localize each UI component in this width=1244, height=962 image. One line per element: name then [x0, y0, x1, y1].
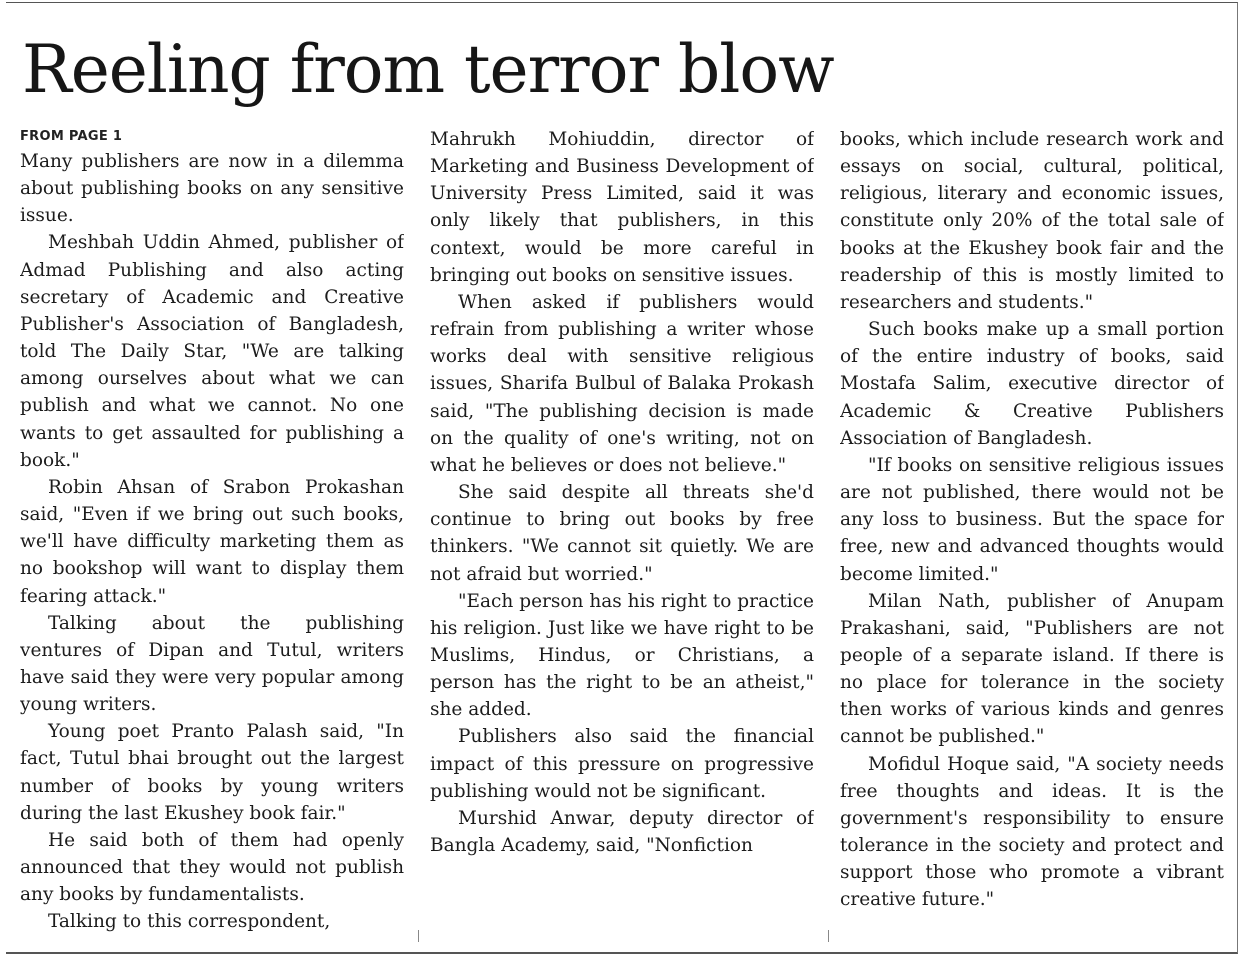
- paragraph: Robin Ahsan of Srabon Prokashan said, "Even if we bring out such books, we'll have difficulty marketing them as no bookshop will want to display them fearing attack.": [20, 476, 404, 607]
- article-column-3: [840, 126, 1224, 944]
- paragraph: Many publishers are now in a dilemma about publishing books on any sensitive issue.: [20, 151, 404, 227]
- continuation-kicker: FROM PAGE 1: [20, 129, 123, 144]
- paragraph: Milan Nath, publisher of Anupam Prakashani, said, "Publishers are not people of a separate island. If there is no place for tolerance in the society then works of various kinds and genres cannot be published.": [840, 590, 1224, 748]
- paragraph: Publishers also said the financial impact of this pressure on progressive publishing would not be significant.: [430, 726, 814, 802]
- paragraph: Murshid Anwar, deputy director of Bangla Academy, said, "Nonfiction: [430, 807, 814, 857]
- paragraph: He said both of them had openly announced that they would not publish any books by fundamentalists.: [20, 829, 404, 906]
- column-rule: [828, 930, 829, 942]
- paragraph: Mofidul Hoque said, "A society needs free thoughts and ideas. It is the government's responsibility to ensure tolerance in the society and protect and support those who promote a vibrant creative future.": [840, 753, 1224, 911]
- paragraph: "If books on sensitive religious issues are not published, there would not be any loss to business. But the space for free, new and advanced thoughts would become limited.": [840, 454, 1224, 585]
- headline: Reeling from terror blow: [22, 31, 834, 108]
- paragraph: Young poet Pranto Palash said, "In fact, Tutul bhai brought out the largest number of books by young writers during the last Ekushey book fair.": [20, 721, 404, 824]
- article-column-2: [430, 126, 814, 944]
- paragraph: books, which include research work and essays on social, cultural, political, religious, literary and economic issues, constitute only 20% of the total sale of books at the Ekushey book fair and the readership of this is mostly limited to researchers and students.": [840, 129, 1224, 313]
- column-rule: [418, 930, 419, 942]
- paragraph: Talking about the publishing ventures of Dipan and Tutul, writers have said they were very popular among young writers.: [20, 612, 404, 716]
- paragraph: Meshbah Uddin Ahmed, publisher of Admad Publishing and also acting secretary of Academic and Creative Publisher's Association of Bangladesh, told The Daily Star, "We are talking among ourselves about what we can publish and what we cannot. No one wants to get assaulted for publishing a book.": [20, 232, 404, 471]
- paragraph: Talking to this correspondent,: [48, 911, 331, 933]
- paragraph: Mahrukh Mohiuddin, director of Marketing and Business Development of University Press Limited, said it was only likely that publishers, in this context, would be more careful in bringing out books on sensitive issues.: [430, 129, 814, 286]
- paragraph: Such books make up a small portion of the entire industry of books, said Mostafa Salim, executive director of Academic & Creative Publishers Association of Bangladesh.: [840, 319, 1224, 449]
- paragraph: She said despite all threats she'd continue to bring out books by free thinkers. "We cannot sit quietly. We are not afraid but worried.": [430, 482, 814, 585]
- paragraph: "Each person has his right to practice his religion. Just like we have right to be Muslims, Hindus, or Christians, a person has the right to be an atheist," she added.: [430, 590, 814, 721]
- article-column-1: [20, 126, 404, 944]
- paragraph: When asked if publishers would refrain from publishing a writer whose works deal with sensitive religious issues, Sharifa Bulbul of Balaka Prokash said, "The publishing decision is made on the quality of one's writing, not on what he believes or does not believe.": [430, 291, 814, 476]
